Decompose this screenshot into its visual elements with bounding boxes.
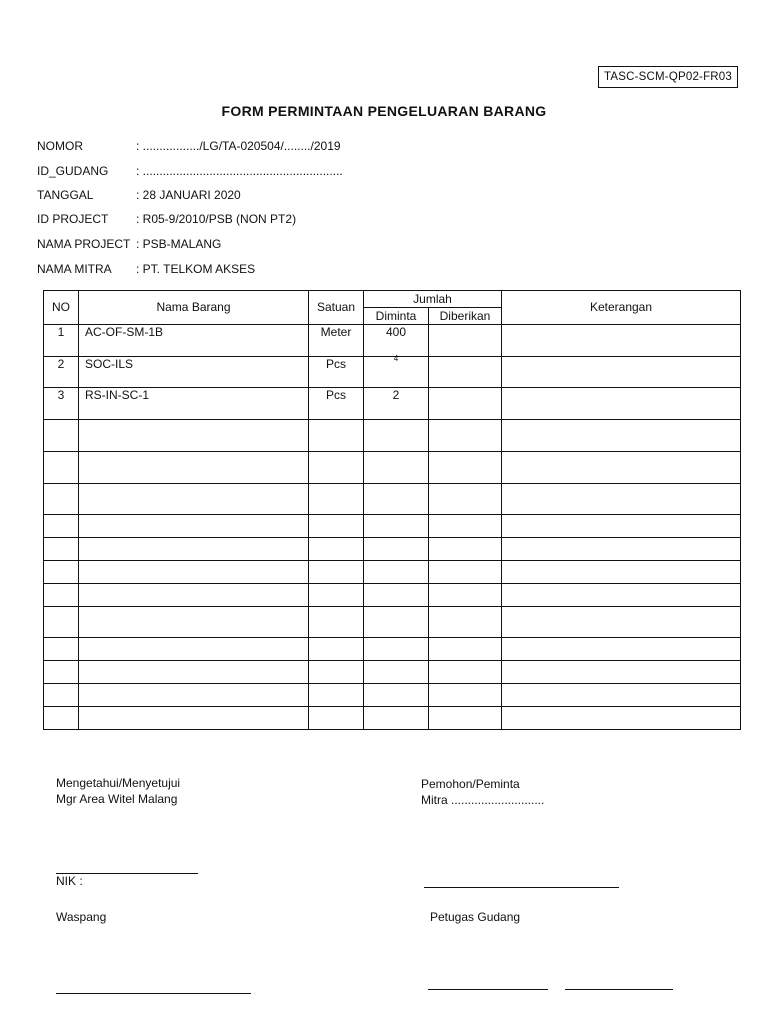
- waspang-label: Waspang: [56, 910, 107, 924]
- row-no-cell: 3: [44, 388, 79, 420]
- row-name-cell: [79, 661, 309, 684]
- row-unit-cell: [309, 707, 364, 730]
- row-given-cell: [429, 484, 502, 515]
- table-row: [44, 707, 741, 730]
- row-no-cell: [44, 607, 79, 638]
- table-row: [44, 538, 741, 561]
- row-notes-cell: [502, 325, 741, 357]
- row-no-cell: [44, 638, 79, 661]
- table-row: [44, 357, 741, 388]
- row-no-cell: [44, 684, 79, 707]
- row-given-cell: [429, 684, 502, 707]
- row-given-cell: [429, 638, 502, 661]
- table-row: [44, 638, 741, 661]
- nik-label: NIK :: [56, 874, 83, 888]
- row-notes-cell: [502, 420, 741, 452]
- nama-project-value: : PSB-MALANG: [136, 237, 222, 251]
- header-keterangan: Keterangan: [502, 291, 741, 325]
- row-given-cell: [429, 661, 502, 684]
- row-name-cell: [79, 638, 309, 661]
- row-name-cell: SOC-ILS: [79, 357, 309, 388]
- row-name-cell: RS-IN-SC-1: [79, 388, 309, 420]
- id-project-value: : R05-9/2010/PSB (NON PT2): [136, 212, 297, 226]
- row-unit-cell: [309, 452, 364, 484]
- table-row: [44, 484, 741, 515]
- warehouse-officer-label: Petugas Gudang: [430, 910, 521, 924]
- row-given-cell: [429, 561, 502, 584]
- header-jumlah: Jumlah: [364, 291, 502, 308]
- id-gudang-label: ID_GUDANG: [37, 164, 109, 178]
- header-diberikan: Diberikan: [429, 308, 502, 325]
- row-notes-cell: [502, 538, 741, 561]
- row-notes-cell: [502, 388, 741, 420]
- requester-signature-line: [424, 887, 619, 888]
- row-requested-cell: [364, 484, 429, 515]
- table-row: [44, 561, 741, 584]
- document-code: TASC-SCM-QP02-FR03: [598, 66, 738, 88]
- row-requested-cell: [364, 661, 429, 684]
- row-requested-cell: 2: [364, 388, 429, 420]
- row-given-cell: [429, 357, 502, 388]
- row-requested-cell: [364, 561, 429, 584]
- row-no-cell: [44, 484, 79, 515]
- row-unit-cell: Pcs: [309, 357, 364, 388]
- header-nama-barang: Nama Barang: [79, 291, 309, 325]
- table-row: [44, 607, 741, 638]
- row-name-cell: [79, 452, 309, 484]
- row-name-cell: [79, 607, 309, 638]
- table-row: [44, 515, 741, 538]
- row-given-cell: [429, 707, 502, 730]
- row-name-cell: AC-OF-SM-1B: [79, 325, 309, 357]
- waspang-signature-line: [56, 993, 251, 994]
- row-requested-cell: 4: [364, 354, 429, 385]
- row-notes-cell: [502, 357, 741, 388]
- row-requested-cell: [364, 584, 429, 607]
- row-unit-cell: [309, 420, 364, 452]
- row-unit-cell: Pcs: [309, 388, 364, 420]
- row-no-cell: [44, 584, 79, 607]
- table-row: [44, 388, 741, 420]
- row-requested-cell: [364, 452, 429, 484]
- table-row: [44, 325, 741, 357]
- warehouse-signature-line-1: [428, 989, 548, 990]
- row-given-cell: [429, 325, 502, 357]
- table-row: [44, 452, 741, 484]
- row-given-cell: [429, 388, 502, 420]
- id-project-label: ID PROJECT: [37, 212, 109, 226]
- nomor-label: NOMOR: [37, 139, 83, 153]
- row-requested-cell: [364, 638, 429, 661]
- row-notes-cell: [502, 515, 741, 538]
- table-row: [44, 661, 741, 684]
- row-name-cell: [79, 684, 309, 707]
- row-notes-cell: [502, 707, 741, 730]
- row-unit-cell: [309, 607, 364, 638]
- row-no-cell: 2: [44, 357, 79, 388]
- row-given-cell: [429, 538, 502, 561]
- row-requested-cell: [364, 707, 429, 730]
- header-diminta: Diminta: [364, 308, 429, 325]
- form-title: FORM PERMINTAAN PENGELUARAN BARANG: [221, 103, 547, 119]
- row-requested-cell: [364, 538, 429, 561]
- nomor-value: : ................./LG/TA-020504/......../2019: [136, 139, 341, 153]
- row-given-cell: [429, 452, 502, 484]
- row-notes-cell: [502, 484, 741, 515]
- row-no-cell: [44, 561, 79, 584]
- row-name-cell: [79, 538, 309, 561]
- row-no-cell: [44, 452, 79, 484]
- row-name-cell: [79, 420, 309, 452]
- row-notes-cell: [502, 638, 741, 661]
- row-name-cell: [79, 484, 309, 515]
- header-satuan: Satuan: [309, 291, 364, 325]
- row-name-cell: [79, 561, 309, 584]
- row-notes-cell: [502, 584, 741, 607]
- tanggal-value: : 28 JANUARI 2020: [136, 188, 241, 202]
- row-notes-cell: [502, 607, 741, 638]
- row-no-cell: [44, 420, 79, 452]
- approver-position: Mgr Area Witel Malang: [56, 792, 178, 806]
- row-unit-cell: [309, 638, 364, 661]
- row-unit-cell: [309, 561, 364, 584]
- row-name-cell: [79, 515, 309, 538]
- table-body: [44, 325, 741, 730]
- nama-mitra-value: : PT. TELKOM AKSES: [136, 262, 256, 276]
- nama-project-label: NAMA PROJECT: [37, 237, 131, 251]
- nama-mitra-label: NAMA MITRA: [37, 262, 112, 276]
- row-requested-cell: [364, 607, 429, 638]
- row-no-cell: [44, 661, 79, 684]
- requester-mitra: Mitra ............................: [421, 793, 545, 807]
- requester-title: Pemohon/Peminta: [421, 777, 520, 791]
- row-requested-cell: [364, 515, 429, 538]
- tanggal-label: TANGGAL: [37, 188, 94, 202]
- id-gudang-value: : ............................................................: [136, 164, 343, 178]
- row-notes-cell: [502, 561, 741, 584]
- table-row: [44, 584, 741, 607]
- row-no-cell: [44, 538, 79, 561]
- row-requested-cell: 400: [364, 325, 429, 357]
- row-no-cell: 1: [44, 325, 79, 357]
- row-unit-cell: [309, 661, 364, 684]
- row-given-cell: [429, 584, 502, 607]
- row-name-cell: [79, 584, 309, 607]
- row-unit-cell: [309, 515, 364, 538]
- row-no-cell: [44, 515, 79, 538]
- row-unit-cell: [309, 584, 364, 607]
- row-unit-cell: [309, 484, 364, 515]
- header-no: NO: [44, 291, 79, 325]
- warehouse-signature-line-2: [565, 989, 673, 990]
- row-given-cell: [429, 420, 502, 452]
- row-requested-cell: [364, 684, 429, 707]
- row-unit-cell: [309, 684, 364, 707]
- table-row: [44, 684, 741, 707]
- row-notes-cell: [502, 452, 741, 484]
- table-row: [44, 420, 741, 452]
- row-notes-cell: [502, 661, 741, 684]
- row-no-cell: [44, 707, 79, 730]
- row-unit-cell: Meter: [309, 325, 364, 357]
- row-unit-cell: [309, 538, 364, 561]
- row-notes-cell: [502, 684, 741, 707]
- row-given-cell: [429, 607, 502, 638]
- row-given-cell: [429, 515, 502, 538]
- approver-title: Mengetahui/Menyetujui: [56, 776, 181, 790]
- items-table: [43, 290, 741, 730]
- row-name-cell: [79, 707, 309, 730]
- row-requested-cell: [364, 420, 429, 452]
